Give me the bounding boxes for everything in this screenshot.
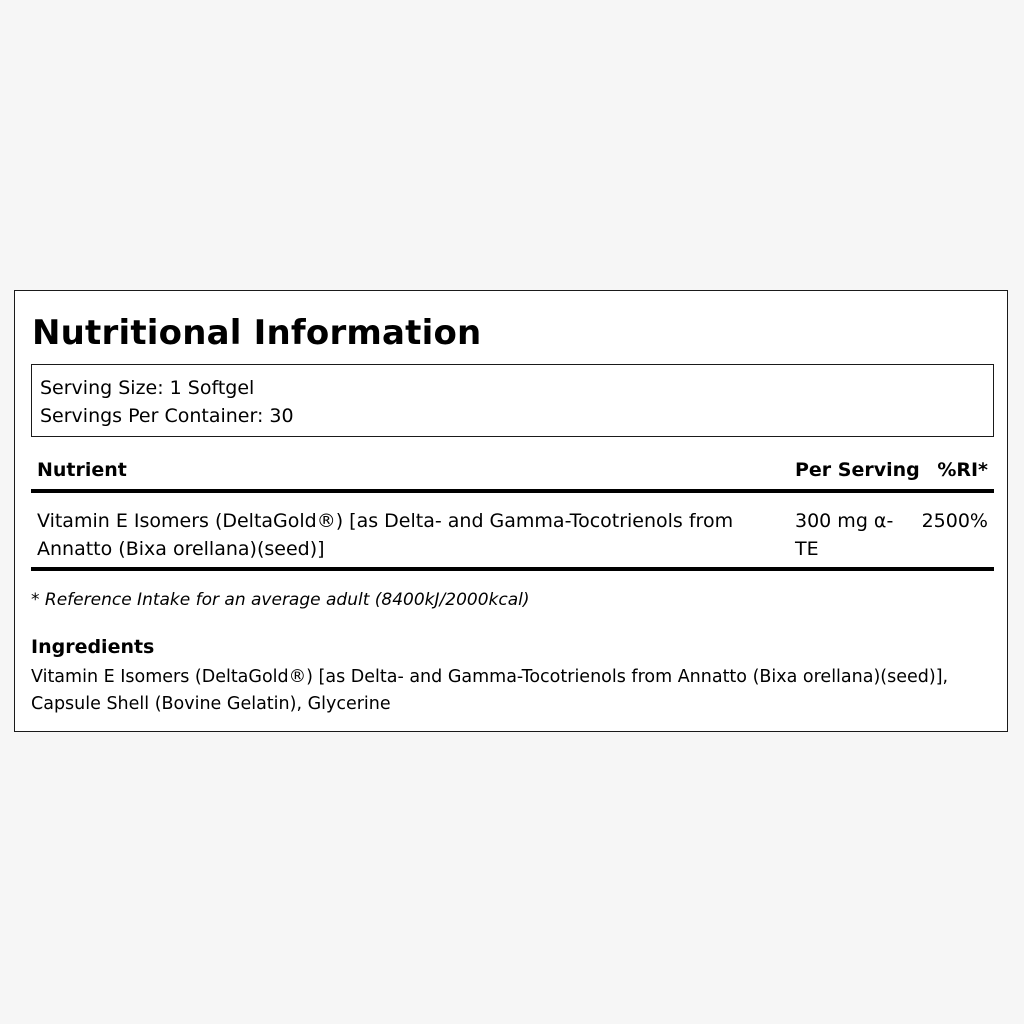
nutrition-label <box>14 290 1008 732</box>
header-nutrient: Nutrient <box>37 459 127 481</box>
label-title: Nutritional Information <box>32 313 482 353</box>
header-ri: %RI* <box>937 459 988 481</box>
nutrient-table <box>31 453 994 571</box>
row-ri: 2500% <box>921 510 988 532</box>
row-per-serving: 300 mg α-TE <box>795 510 894 560</box>
serving-size: Serving Size: 1 Softgel <box>40 377 255 399</box>
table-bottom-divider <box>31 567 994 571</box>
ingredients-list: Vitamin E Isomers (DeltaGold®) [as Delta- and Gamma-Tocotrienols from Annatto (Bixa orellana)(seed)], Capsule Shell (Bovine Gelatin), Glycerine <box>31 667 949 714</box>
reference-intake-footnote: * Reference Intake for an average adult (8400kJ/2000kcal) <box>31 590 530 610</box>
table-row <box>31 493 994 567</box>
header-per-serving: Per Serving <box>795 459 920 481</box>
servings-per-container: Servings Per Container: 30 <box>40 405 294 427</box>
table-header <box>31 453 994 489</box>
row-nutrient: Vitamin E Isomers (DeltaGold®) [as Delta- and Gamma-Tocotrienols from Annatto (Bixa orellana)(seed)] <box>37 510 734 560</box>
ingredients-heading: Ingredients <box>31 636 155 658</box>
serving-info-box <box>31 364 994 437</box>
